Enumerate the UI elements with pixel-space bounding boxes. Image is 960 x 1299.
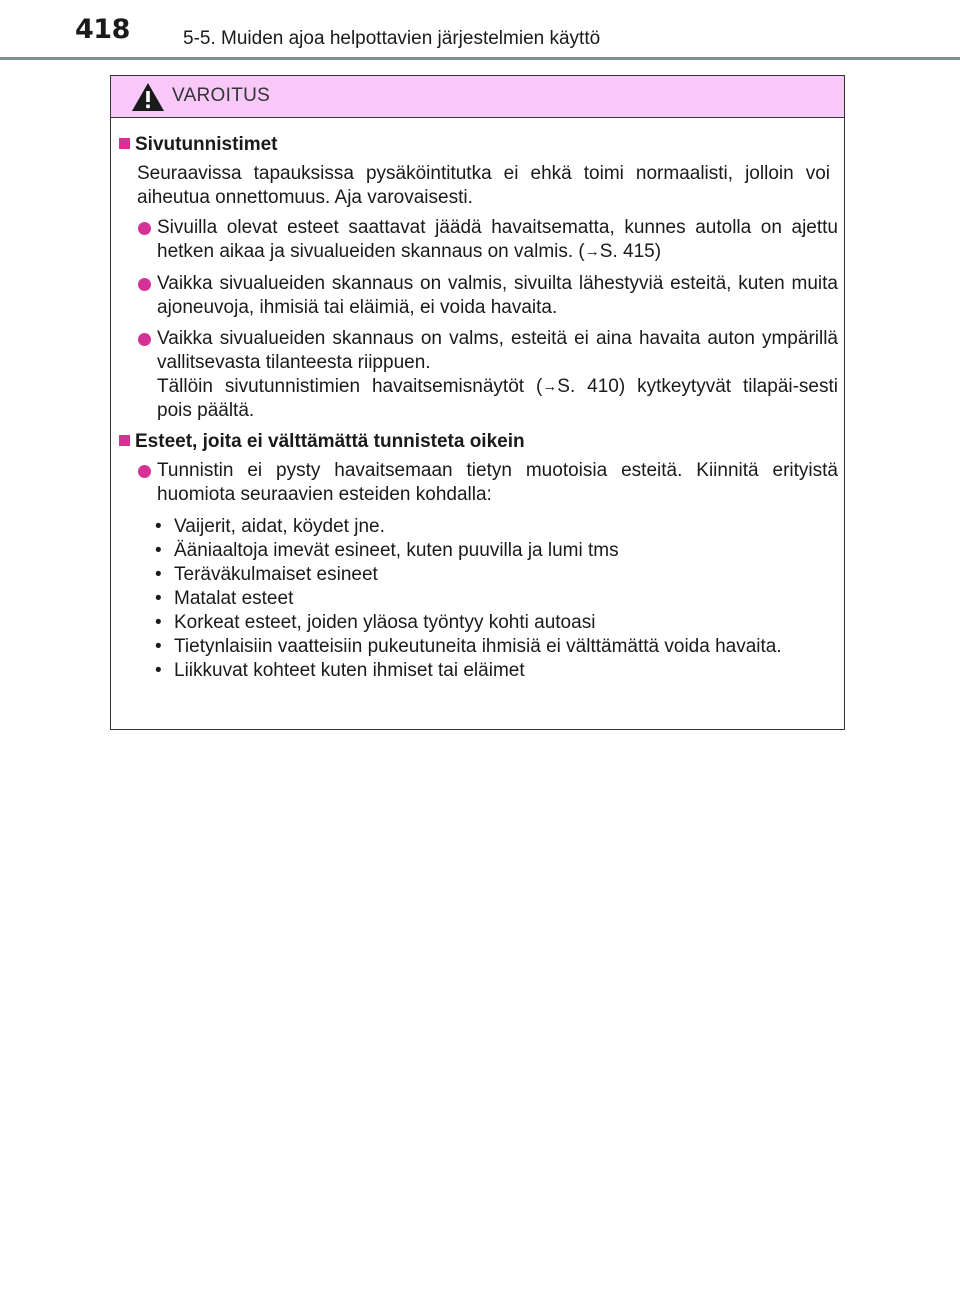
section-intro: Seuraavissa tapauksissa pysäköintitutka ei ehkä toimi normaalisti, jolloin voi aiheutua onnettomuus. Aja varovaisesti. <box>137 163 830 208</box>
list-item: Vaikka sivualueiden skannaus on valmis, sivuilta lähestyviä esteitä, kuten muita ajoneuvoja, ihmisiä tai eläimiä, ei voida havaita. <box>157 273 838 318</box>
arrow-right-icon: → <box>584 243 600 260</box>
list-item: • Tietynlaisiin vaatteisiin pukeutuneita ihmisiä ei välttämättä voida havaita. <box>155 635 831 659</box>
list-item: Sivuilla olevat esteet saattavat jäädä havaitsematta, kunnes autolla on ajettu hetken aikaa ja sivualueiden skannaus on valmis. (→S. 415) <box>157 217 838 262</box>
warning-header <box>111 76 844 118</box>
list-item: • Liikkuvat kohteet kuten ihmiset tai eläimet <box>155 659 831 683</box>
square-marker-icon <box>119 138 130 149</box>
page-number: 418 <box>75 14 130 45</box>
circle-bullet-icon <box>138 465 151 478</box>
square-marker-icon <box>119 435 130 446</box>
list-item: • Vaijerit, aidat, köydet jne. <box>155 515 831 539</box>
page-header <box>0 0 960 64</box>
list-item: Tunnistin ei pysty havaitsemaan tietyn muotoisia esteitä. Kiinnitä erityistä huomiota seuraavien esteiden kohdalla: <box>157 460 838 505</box>
section-heading-text: Sivutunnistimet <box>135 134 278 155</box>
circle-bullet-icon <box>138 333 151 346</box>
circle-bullet-icon <box>138 222 151 235</box>
list-item: • Matalat esteet <box>155 587 831 611</box>
list-item: Vaikka sivualueiden skannaus on valms, esteitä ei aina havaita auton ympärillä vallitsevasta tilanteesta riippuen. Tällöin sivutunnistimien havaitsemisnäytöt (→S. 410) kytkeytyvät tilapäi-sesti pois päältä. <box>157 328 838 421</box>
circle-bullet-icon <box>138 278 151 291</box>
header-rule <box>0 57 960 60</box>
warning-box <box>110 75 845 730</box>
warning-triangle-icon <box>131 82 165 112</box>
section-heading-obstacles <box>119 431 525 453</box>
list-item: • Teräväkulmaiset esineet <box>155 563 831 587</box>
chapter-title: 5-5. Muiden ajoa helpottavien järjestelmien käyttö <box>183 28 601 49</box>
section-heading-text: Esteet, joita ei välttämättä tunnisteta oikein <box>135 431 525 452</box>
section-heading-side-sensors <box>119 134 278 156</box>
obstacle-list <box>155 515 831 683</box>
warning-label: VAROITUS <box>172 85 271 106</box>
arrow-right-icon: → <box>542 378 558 395</box>
list-item: • Korkeat esteet, joiden yläosa työntyy kohti autoasi <box>155 611 831 635</box>
list-item: • Ääniaaltoja imevät esineet, kuten puuvilla ja lumi tms <box>155 539 831 563</box>
